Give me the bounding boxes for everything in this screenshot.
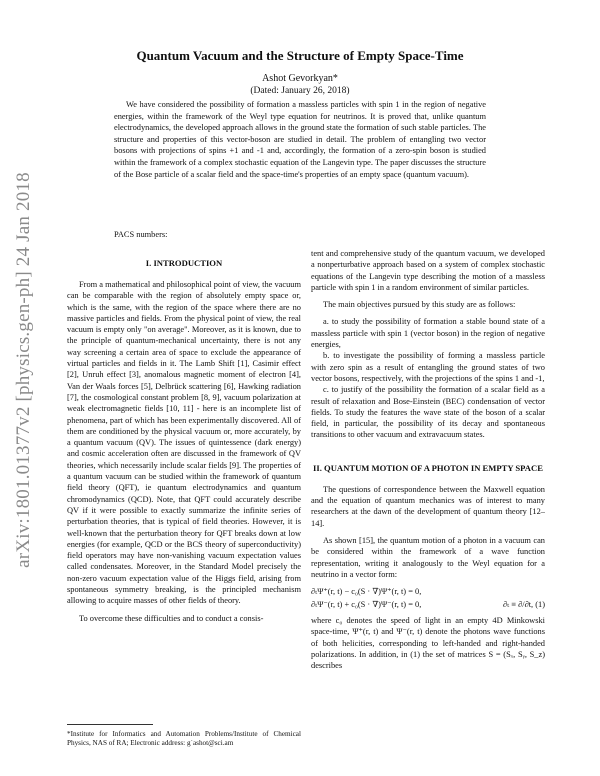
equation-line-1: ∂ₜΨ⁺(r, t) − c₀(S · ∇)Ψ⁺(r, t) = 0, — [311, 587, 422, 597]
footnote: *Institute for Informatics and Automation Problems/Institute of Chemical Physics, NAS of RA; Electronic address: g˙ashot@sci.am — [67, 730, 301, 747]
section1-para3: tent and comprehensive study of the quantum vacuum, we developed a nonperturbative approach based on a system of complex stochastic equations of the Langevin type describing the motion of a massless particle with spin 1 in a random environment of similar particles. — [311, 249, 545, 292]
equation-line-2: ∂ₜΨ⁻(r, t) + c₀(S · ∇)Ψ⁻(r, t) = 0, — [311, 600, 422, 610]
equation-1 — [311, 585, 545, 611]
section2-para1: The questions of correspondence between the Maxwell equation and the equation of quantum mechanics was of interest to many researchers at the dawn of the development of quantum theory [12–14]. — [311, 484, 545, 528]
section2-para2: As shown [15], the quantum motion of a photon in a vacuum can be considered within the framework of a wave function representation, writing it analogously to the Weyl equation for a neutrino in a vector form: — [311, 535, 545, 579]
abstract: We have considered the possibility of formation a massless particles with spin 1 in the region of negative energies, within the framework of the Weyl type equation for neutrinos. It is proved that, unlike quantum electrodynamics, the developed approach allows in the ground state the formation of such stable particles. The structure and properties of this vector-boson are studied in detail. The problem of entangling two vector bosons with projections of spins +1 and -1 and, accordingly, the formation of a zero-spin boson is studied within the framework of a complex stochastic equation of the Langevin type. The paper discusses the structure of the Bose particle of a scalar field and the space-time's properties of an empty space (quantum vacuum). — [114, 100, 486, 179]
section1-para1: From a mathematical and philosophical point of view, the vacuum can be comparable with the region of absolutely empty space or, which is the same, with the region of the space where there are no massive particles and fields. From the physical point of view, the real vacuum is empty only "on average". Moreover, as it is known, due to the principle of quantum-mechanical uncertainty, there is not any way screening a certain area of space to exclude the appearance of virtual particles and fields in it. The Lamb Shift [1], Casimir effect [2], Unruh effect [3], anomalous magnetic moment of electron [4], Van der Waals forces [5], Delbrück scattering [6], Hawking radiation [7], the cosmological constant problem [8, 9], vacuum polarization at weak electromagnetic fields [10, 11] - here is an incomplete list of phenomena, part of which has been experimentally discovered. All of them are conditioned by the physical vacuum or, more accurately, by a quantum vacuum (QV). The issues of quintessence (dark energy) and cosmic acceleration often are discussed in the framework of QV theories, which necessarily include scalar fields [9]. The properties of a quantum vacuum can be studied within the framework of quantum field theory (QFT), ie quantum electrodynamics and quantum chromodynamics (QCD). Note, that QFT could accurately describe QV if it were possible to exactly summarize the infinite series of perturbation theories, that is typical of field theories. However, it is well-known that the perturbation theory for QFT breaks down at low energies (for example, QCD or the BCS theory of superconductivity) field operators may have non-vanishing vacuum expectation values called condensates. Moreover, in the Standard Model precisely the non-zero vacuum expectation value of the Higgs field, arising from spontaneous symmetry breaking, is the principled mechanism allowing to acquire masses of other fields of theory. — [67, 280, 301, 606]
section1-para2: To overcome these difficulties and to conduct a consis- — [79, 613, 264, 623]
footnote-rule — [67, 724, 153, 725]
author: Ashot Gevorkyan* — [262, 73, 338, 84]
paper-title: Quantum Vacuum and the Structure of Empty Space-Time — [136, 48, 464, 63]
arxiv-stamp-text: arXiv:1801.01377v2 [physics.gen-ph] 24 Jan 2018 — [13, 172, 34, 568]
section1-item-a: a. to study the possibility of formation a stable bound state of a massless particle with spin 1 (vector boson) in the region of negative energies, — [311, 317, 545, 350]
section2-para3: where c₀ denotes the speed of light in an empty 4D Minkowski space-time, Ψ⁺(r, t) and Ψ⁻(r, t) denote the photons wave functions of both helicities, corresponding to left-handed and right-handed polarizations. In addition, in (1) the set of matrices S = (Sₓ, Sᵧ, S_z) describes — [311, 616, 545, 671]
section2-heading: II. QUANTUM MOTION OF A PHOTON IN EMPTY SPACE — [313, 462, 543, 473]
date: (Dated: January 26, 2018) — [250, 86, 350, 96]
pacs: PACS numbers: — [114, 230, 168, 239]
section1-para4: The main objectives pursued by this study are as follows: — [323, 300, 516, 310]
section1-item-c: c. to justify of the possibility the formation of a scalar field as a result of relaxation and Bose-Einstein (BEC) condensation of vector fields. To study the features the wave state of the boson of a scalar field, in particular, the possibility of its decay and spontaneous transitions to other vacuum and extravacuum states. — [311, 385, 545, 440]
right-column — [311, 248, 545, 672]
equation-note: ∂ₜ ≡ ∂/∂t, (1) — [503, 600, 545, 610]
left-column — [67, 248, 301, 624]
section1-item-b: b. to investigate the possibility of forming a massless particle with zero spin as a result of entangling the ground states of two vector bosons, respectively, with the projections of the spins 1 and -1, — [311, 351, 545, 383]
arxiv-stamp — [14, 140, 34, 600]
section1-heading: I. INTRODUCTION — [145, 258, 223, 268]
